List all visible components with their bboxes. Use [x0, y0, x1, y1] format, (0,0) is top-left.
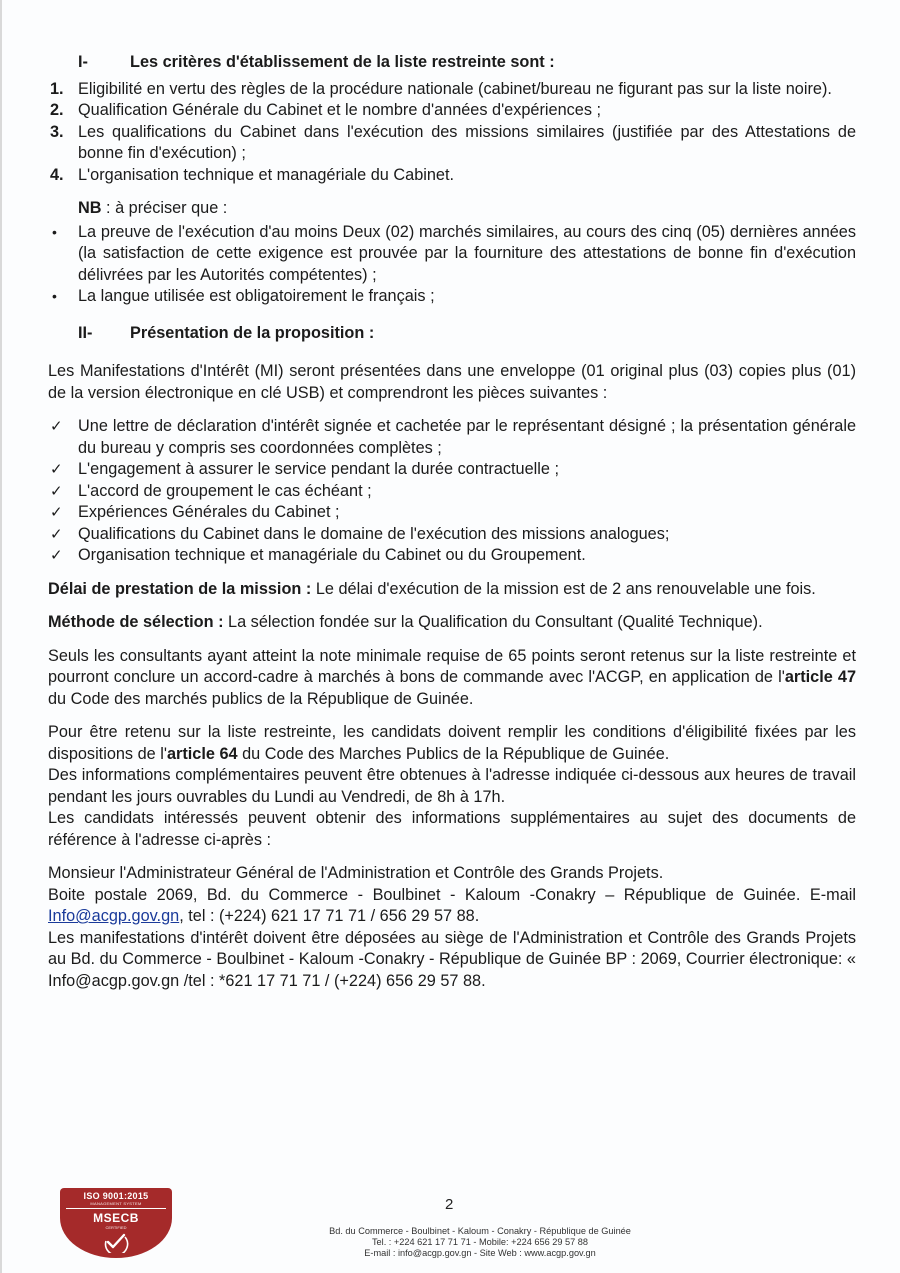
seuils-paragraph: Seuls les consultants ayant atteint la note minimale requise de 65 points seront retenus sur la liste restreinte et pourront conclure un accord-cadre à marchés à bons de commande avec l'ACGP, en application de l'article 47 du Code des marchés publics de la République de Guinée. — [48, 646, 856, 708]
list-item: ✓ Organisation technique et managériale du Cabinet ou du Groupement. — [48, 545, 856, 567]
page-edge — [0, 0, 2, 1273]
section-number: II- — [78, 323, 93, 342]
list-item: ✓ Expériences Générales du Cabinet ; — [48, 502, 856, 524]
info-paragraph: Des informations complémentaires peuvent être obtenues à l'adresse indiquée ci-dessous aux heures de travail pendant les jours ouvrables du Lundi au Vendredi, de 8h à 17h. — [48, 766, 856, 806]
nb-bullet-list — [48, 222, 856, 308]
checkmark-icon: ✓ — [50, 504, 63, 521]
bullet-icon: • — [52, 223, 57, 240]
section-title: Les critères d'établissement de la liste restreinte sont : — [130, 53, 555, 71]
iso-certification-badge: ISO 9001:2015 MANAGEMENT SYSTEM MSECB CERTIFIED — [60, 1188, 172, 1258]
required-documents-list — [48, 416, 856, 567]
checkmark-icon: ✓ — [50, 525, 63, 543]
section-heading-presentation — [78, 323, 856, 345]
list-item: ✓ L'engagement à assurer le service pendant la durée contractuelle ; — [48, 459, 856, 481]
list-item: 3. Les qualifications du Cabinet dans l'exécution des missions similaires (justifiée par des Attestations de bonne fin d'exécution) ; — [50, 122, 856, 162]
nb-note: NB : à préciser que : — [78, 199, 228, 217]
address-contact: Boite postale 2069, Bd. du Commerce - Boulbinet - Kaloum -Conakry – République de Guinée. E-mail Info@acgp.gov.gn, tel : (+224) 621 17 71 71 / 656 29 57 88. — [48, 885, 856, 925]
delai-paragraph: Délai de prestation de la mission : Le délai d'exécution de la mission est de 2 ans renouvelable une fois. — [48, 579, 816, 598]
list-item: 1. Eligibilité en vertu des règles de la procédure nationale (cabinet/bureau ne figurant pas sur la liste noire). — [50, 79, 832, 98]
document-body — [48, 52, 856, 992]
list-item: • La preuve de l'exécution d'au moins Deux (02) marchés similaires, au cours des cinq (05) dernières années (la satisfaction de cette exigence est prouvée par la fourniture des attestations de bonne fin d'exécution délivrées par les Autorités compétentes) ; — [52, 222, 856, 284]
methode-paragraph: Méthode de sélection : La sélection fondée sur la Qualification du Consultant (Qualité Technique). — [48, 613, 763, 631]
page-footer — [0, 1180, 900, 1273]
list-item: 2. Qualification Générale du Cabinet et le nombre d'années d'expériences ; — [50, 101, 602, 119]
address-line: Monsieur l'Administrateur Général de l'Administration et Contrôle des Grands Projets. — [48, 864, 664, 882]
list-item: ✓ L'accord de groupement le cas échéant ; — [48, 481, 856, 503]
section-number: I- — [78, 53, 88, 71]
presentation-intro: Les Manifestations d'Intérêt (MI) seront présentées dans une enveloppe (01 original plus (03) copies plus (01) de la version électronique en clé USB) et comprendront les pièces suivantes : — [48, 362, 856, 402]
list-item: ✓ Qualifications du Cabinet dans le domaine de l'exécution des missions analogues; — [48, 524, 856, 546]
checkmark-icon: ✓ — [50, 461, 63, 478]
section-title: Présentation de la proposition : — [130, 323, 375, 342]
candidates-paragraph: Les candidats intéressés peuvent obtenir des informations supplémentaires au sujet des documents de référence à l'adresse ci-après : — [48, 809, 856, 849]
page-number: 2 — [445, 1196, 454, 1213]
section-heading-criteria — [78, 52, 856, 74]
list-item: • La langue utilisée est obligatoirement le français ; — [48, 286, 856, 308]
list-item: ✓ Une lettre de déclaration d'intérêt signée et cachetée par le représentant désigné ; la présentation générale du bureau y compris ses coordonnées complètes ; — [50, 417, 856, 457]
checkmark-icon: ✓ — [50, 418, 63, 435]
checkmark-circle-icon — [100, 1231, 130, 1253]
deposit-paragraph: Les manifestations d'intérêt doivent être déposées au siège de l'Administration et Contrôle des Grands Projets au Bd. du Commerce - Boulbinet - Kaloum -Conakry - République de Guinée BP : 2069, Courrier électronique: « Info@acgp.gov.gn /tel : *621 17 71 71 / (+224) 656 29 57 88. — [48, 928, 856, 990]
footer-address: Bd. du Commerce - Boulbinet - Kaloum - Conakry - République de Guinée Tel. : +224 621 17 71 71 - Mobile: +224 656 29 57 88 E-mail : info@acgp.gov.gn - Site Web : www.acgp.gov.gn — [329, 1226, 631, 1258]
criteria-list — [48, 79, 856, 187]
bullet-icon: • — [52, 288, 57, 304]
checkmark-icon: ✓ — [50, 547, 63, 564]
email-link[interactable]: Info@acgp.gov.gn — [48, 907, 180, 925]
checkmark-icon: ✓ — [50, 482, 63, 500]
list-item: 4. L'organisation technique et managériale du Cabinet. — [50, 165, 455, 184]
eligibility-paragraph: Pour être retenu sur la liste restreinte, les candidats doivent remplir les conditions d'éligibilité fixées par les dispositions de l'article 64 du Code des Marches Publics de la République de Guinée. — [48, 723, 856, 763]
